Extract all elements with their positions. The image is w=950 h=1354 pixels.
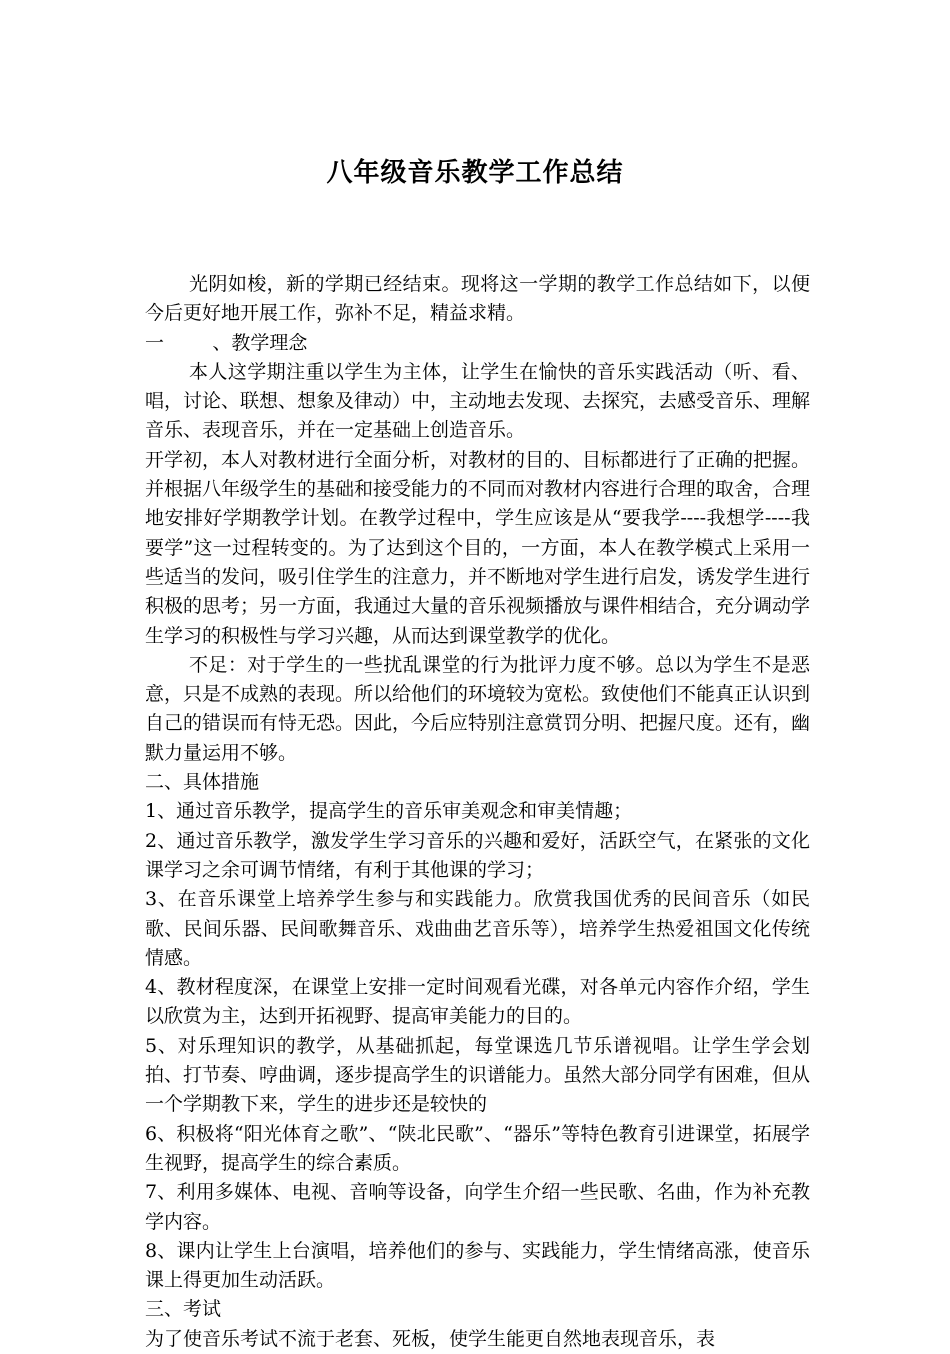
exam-paragraph: 为了使音乐考试不流于老套、死板，使学生能更自然地表现音乐，表 [145, 1327, 716, 1350]
measure-item-7: 7、利用多媒体、电视、音响等设备，向学生介绍一些民歌、名曲，作为补充教学内容。 [145, 1181, 810, 1233]
measure-item-4: 4、教材程度深，在课堂上安排一定时间观看光碟，对各单元内容作介绍，学生以欣赏为主，达到开拓视野、提高审美能力的目的。 [145, 976, 810, 1028]
philosophy-paragraph-1: 本人这学期注重以学生为主体，让学生在愉快的音乐实践活动（听、看、唱，讨论、联想、想象及律动）中，主动地去发现、去探究，去感受音乐、理解音乐、表现音乐，并在一定基础上创造音乐。 [145, 360, 811, 442]
philosophy-paragraph-2: 开学初，本人对教材进行全面分析，对教材的目的、目标都进行了正确的把握。并根据八年级学生的基础和接受能力的不同而对教材内容进行合理的取舍，合理地安排好学期教学计划。在教学过程中，学生应该是从“要我学----我想学----我要学”这一过程转变的。为了达到这个目的，一方面，本人在教学模式上采用一些适当的发问，吸引住学生的注意力，并不断地对学生进行启发，诱发学生进行积极的思考；另一方面，我通过大量的音乐视频播放与课件相结合，充分调动学生学习的积极性与学习兴趣，从而达到课堂教学的优化。 [145, 448, 811, 647]
section-heading-exam: 三、考试 [145, 1298, 222, 1321]
section-heading-measures: 二、具体措施 [145, 771, 260, 794]
section-heading-philosophy: 一 、教学理念 [145, 331, 308, 354]
intro-paragraph: 光阴如梭，新的学期已经结束。现将这一学期的教学工作总结如下，以便今后更好地开展工作，弥补不足，精益求精。 [145, 273, 810, 325]
measure-item-2: 2、通过音乐教学，激发学生学习音乐的兴趣和爱好，活跃空气，在紧张的文化课学习之余可调节情绪，有利于其他课的学习； [145, 829, 810, 881]
measure-item-6: 6、积极将“阳光体育之歌”、“陕北民歌”、“器乐”等特色教育引进课堂，拓展学生视野，提高学生的综合素质。 [145, 1122, 810, 1174]
document-body [145, 270, 810, 1354]
measure-item-8: 8、课内让学生上台演唱，培养他们的参与、实践能力，学生情绪高涨，使音乐课上得更加生动活跃。 [145, 1239, 810, 1292]
measure-item-5: 5、对乐理知识的教学，从基础抓起，每堂课选几节乐谱视唱。让学生学会划拍、打节奏、哼曲调，逐步提高学生的识谱能力。虽然大部分同学有困难，但从一个学期教下来，学生的进步还是较快的 [145, 1034, 811, 1116]
shortcomings-paragraph: 不足：对于学生的一些扰乱课堂的行为批评力度不够。总以为学生不是恶意，只是不成熟的表现。所以给他们的环境较为宽松。致使他们不能真正认识到自己的错误而有恃无恐。因此，今后应特别注意赏罚分明、把握尺度。还有，幽默力量运用不够。 [145, 653, 811, 764]
page-title: 八年级音乐教学工作总结 [326, 158, 624, 188]
measure-item-3: 3、在音乐课堂上培养学生参与和实践能力。欣赏我国优秀的民间音乐（如民歌、民间乐器、民间歌舞音乐、戏曲曲艺音乐等），培养学生热爱祖国文化传统情感。 [145, 888, 810, 969]
measure-item-1: 1、通过音乐教学，提高学生的音乐审美观念和审美情趣； [145, 800, 633, 823]
